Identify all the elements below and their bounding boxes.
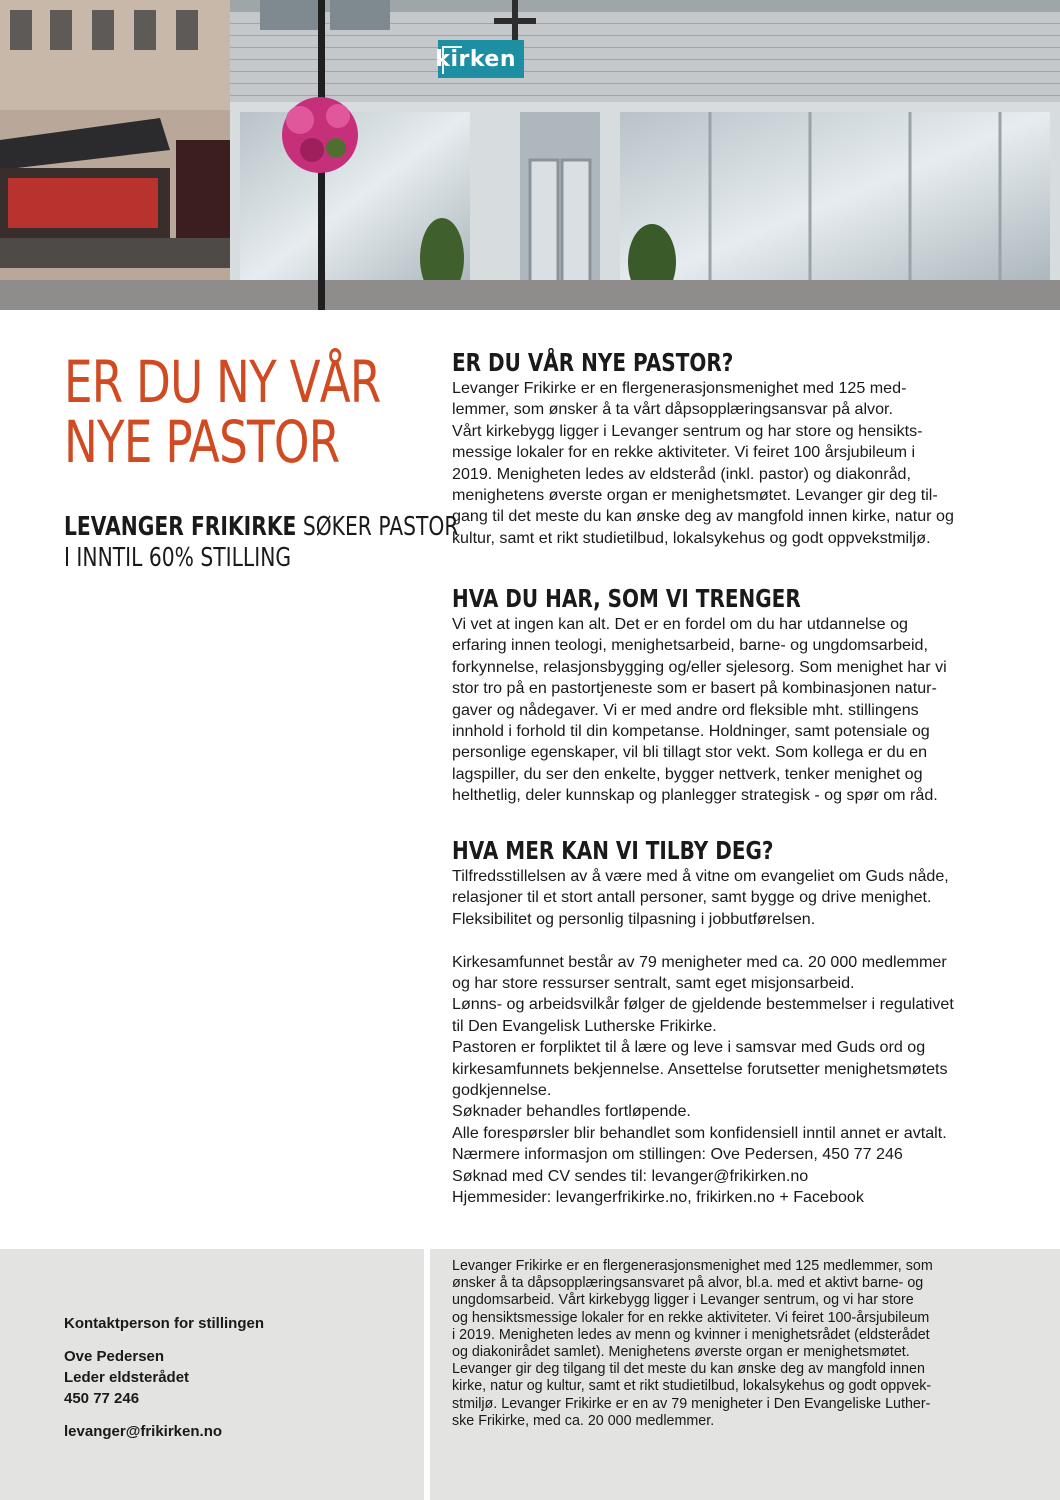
section-about-pastor [452,348,1060,549]
contact-phone: 450 77 246 [64,1390,140,1407]
about-line: ønsker å ta dåpsopplæringsansvaret på alvor, bl.a. med et aktivt barne- og [452,1275,924,1292]
church-building-illustration [0,0,1060,310]
section-requirements [452,584,1060,807]
paragraph-line: Levanger Frikirke er en flergenerasjonsmenighet med 125 med- [452,379,907,397]
about-line: i 2019. Menigheten ledes av menn og kvinner i menighetsrådet (eldsterådet [452,1326,930,1343]
church-sign [435,40,524,78]
about-line: Levanger gir deg tilgang til det meste du kan ønske deg av mangfold innen [452,1361,925,1378]
paragraph-line: til Den Evangelisk Lutherske Frikirke. [452,1016,717,1035]
contact-panel [0,1249,424,1500]
section-title: HVA MER KAN VI TILBY DEG? [452,836,774,865]
paragraph-line: kultur, samt et rikt studietilbud, lokalsykehus og godt oppvekstmiljø. [452,528,931,547]
paragraph-line: Pastoren er forpliktet til å lære og leve i samsvar med Guds ord og [452,1038,926,1057]
paragraph-line: lagspiller, du ser den enkelte, bygger nettverk, tenker menighet og [452,764,923,783]
paragraph-line: Tilfredsstillelsen av å være med å vitne om evangeliet om Guds nåde, [452,867,949,885]
section-paragraph [452,378,1060,549]
contact-email-link[interactable]: levanger@frikirken.no [64,1423,223,1440]
contact-details [64,1313,264,1442]
paragraph-line: Lønns- og arbeidsvilkår følger de gjeldende bestemmelser i regulativet [452,995,954,1014]
paragraph-line: Nærmere informasjon om stillingen: Ove Pedersen, 450 77 246 [452,1145,903,1164]
about-paragraph [452,1258,933,1430]
paragraph-line: lemmer, som ønsker å ta vårt dåpsopplæringsansvar på alvor. [452,400,893,419]
subtitle [64,512,459,574]
contact-title: Kontaktperson for stillingen [64,1315,265,1332]
about-line: og hensiktsmessige lokaler for en rekke aktiviteter. Vi feiret 100-årsjubileum [452,1309,930,1326]
contact-name: Ove Pedersen [64,1348,165,1365]
header-photo [0,0,1060,310]
paragraph-line: Vårt kirkebygg ligger i Levanger sentrum og har store og hensikts- [452,421,923,440]
paragraph-line: stor tro på en pastortjeneste som er basert på kombinasjonen natur- [452,679,937,698]
paragraph-line: Søknad med CV sendes til: levanger@frikirken.no [452,1166,809,1185]
about-panel [430,1249,1060,1500]
paragraph-line: Kirkesamfunnet består av 79 menigheter med ca. 20 000 medlemmer [452,952,947,971]
section-paragraph [452,866,1060,1208]
section-offer [452,836,1060,1208]
section-title: HVA DU HAR, SOM VI TRENGER [452,584,801,613]
paragraph-line: erfaring innen teologi, menighetsarbeid, barne- og ungdomsarbeid, [452,636,928,655]
pavement [0,280,1060,310]
frikirken-logo-icon [442,46,462,74]
subtitle-rest: SØKER PASTOR [296,512,459,542]
paragraph-line: innhold i forhold til din kompetanse. Holdninger, samt potensiale og [452,722,930,741]
section-title: ER DU VÅR NYE PASTOR? [452,348,734,377]
about-line: ske Frikirke, med ca. 20 000 medlemmer. [452,1412,715,1429]
about-line: kirke, natur og kultur, samt et rikt studietilbud, lokalsykehus og godt oppvek- [452,1378,932,1395]
paragraph-line: 2019. Menigheten ledes av eldsteråd (inkl. pastor) og diakonråd, [452,464,911,483]
section-paragraph [452,614,1060,807]
subtitle-church-name: LEVANGER FRIKIRKE [64,512,297,542]
about-line: stmiljø. Levanger Frikirke er en av 79 menigheter i Den Evangeliske Luther- [452,1395,931,1412]
paragraph-line: Vi vet at ingen kan alt. Det er en fordel om du har utdannelse og [452,615,908,633]
paragraph-line: Søknader behandles fortløpende. [452,1102,691,1121]
paragraph-line: helthetlig, deler kunnskap og planlegger strategisk - og spør om råd. [452,786,938,805]
paragraph-line: Alle forespørsler blir behandlet som konfidensiell inntil annet er avtalt. [452,1123,947,1142]
paragraph-line: kirkesamfunnets bekjennelse. Ansettelse forutsetter menighetsmøtets [452,1059,948,1078]
page-title-line: NYE PASTOR [64,408,340,476]
about-line: Levanger Frikirke er en flergenerasjonsmenighet med 125 medlemmer, som [452,1258,933,1274]
about-line: ungdomsarbeid. Vårt kirkebygg ligger i Levanger sentrum, og vi har store [452,1292,914,1309]
subtitle-line [64,512,459,543]
about-line: og diakonirådet samlet). Menighetens øverste organ er menighetsmøtet. [452,1344,910,1361]
paragraph-gap [452,930,1060,951]
page-title-line: ER DU NY VÅR [64,348,381,416]
paragraph-line: gaver og nådegaver. Vi er med andre ord fleksible mht. stillingens [452,700,919,719]
paragraph-line: gang til det meste du kan ønske deg av mangfold innen kirke, natur og [452,507,954,526]
paragraph-line: relasjoner til et stort antall personer, samt bygge og drive menighet. [452,888,932,907]
page-title [64,348,407,476]
church-sign-text: kirken [435,46,516,72]
paragraph-line: menighetens øverste organ er menighetsmøtet. Levanger gir deg til- [452,486,938,505]
paragraph-line: og har store ressurser sentralt, samt eget misjonsarbeid. [452,974,855,993]
subtitle-line: I INNTIL 60% STILLING [64,543,292,573]
paragraph-line: Fleksibilitet og personlig tilpasning i jobbutførelsen. [452,909,816,928]
paragraph-line: messige lokaler for en rekke aktiviteter. Vi feiret 100 årsjubileum i [452,443,916,462]
paragraph-line: Hjemmesider: levangerfrikirke.no, frikirken.no + Facebook [452,1188,864,1207]
paragraph-line: forkynnelse, relasjonsbygging og/eller sjelesorg. Som menighet har vi [452,657,947,676]
paragraph-line: personlige egenskaper, vil bli tillagt stor vekt. Som kollega er du en [452,743,928,762]
paragraph-line: godkjennelse. [452,1081,552,1100]
contact-role: Leder eldsterådet [64,1369,190,1386]
